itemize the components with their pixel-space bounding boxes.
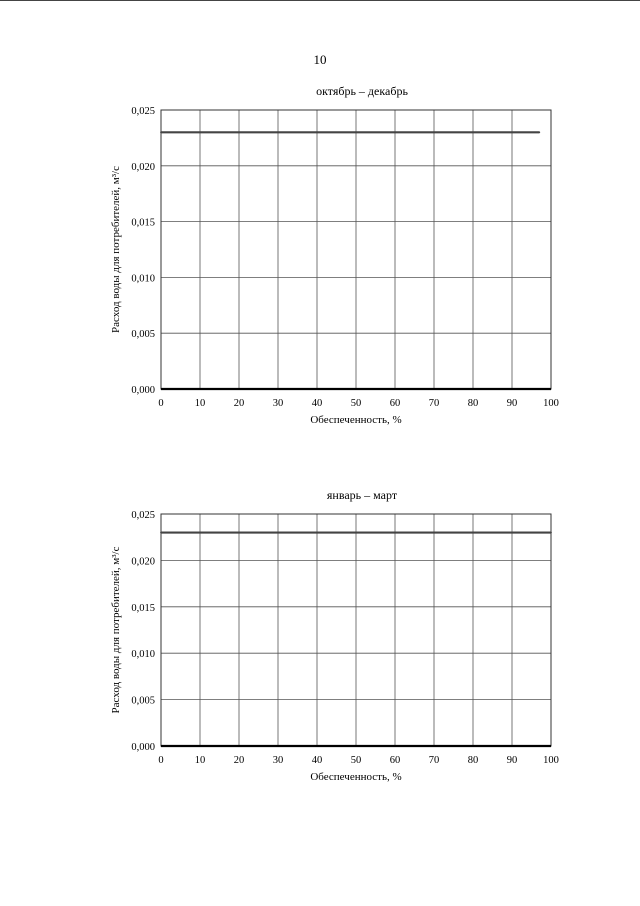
data-point bbox=[199, 532, 201, 534]
data-point bbox=[472, 532, 474, 534]
chart-title: январь – март bbox=[326, 488, 398, 502]
data-point bbox=[433, 532, 435, 534]
y-axis-label: Расход воды для потребителей, м³/с bbox=[110, 166, 122, 333]
y-tick-label: 0,020 bbox=[131, 556, 155, 568]
y-tick-label: 0,000 bbox=[131, 385, 155, 396]
y-tick-label: 0,020 bbox=[131, 161, 155, 173]
data-point bbox=[511, 532, 513, 534]
data-point bbox=[550, 532, 552, 534]
page-number: 10 bbox=[313, 52, 327, 67]
y-tick-label: 0,010 bbox=[131, 273, 155, 285]
y-tick-label: 0,015 bbox=[131, 602, 155, 614]
x-tick-label: 70 bbox=[428, 398, 440, 409]
x-tick-label: 10 bbox=[194, 398, 206, 409]
x-tick-label: 90 bbox=[506, 755, 518, 766]
y-tick-label: 0,005 bbox=[131, 695, 155, 707]
x-tick-label: 70 bbox=[428, 755, 440, 766]
x-tick-label: 50 bbox=[350, 755, 362, 766]
y-tick-label: 0,000 bbox=[131, 742, 155, 753]
x-tick-label: 90 bbox=[506, 398, 518, 409]
x-axis-label: Обеспеченность, % bbox=[310, 414, 402, 426]
data-point bbox=[238, 532, 240, 534]
chart-title: октябрь – декабрь bbox=[316, 84, 408, 98]
y-tick-label: 0,025 bbox=[131, 510, 155, 521]
y-axis-label: Расход воды для потребителей, м³/с bbox=[110, 546, 122, 714]
x-tick-label: 10 bbox=[194, 755, 206, 766]
x-tick-label: 50 bbox=[350, 398, 362, 409]
x-tick-label: 0 bbox=[158, 755, 164, 766]
x-tick-label: 80 bbox=[467, 398, 479, 409]
y-tick-label: 0,015 bbox=[131, 217, 155, 229]
x-tick-label: 60 bbox=[389, 398, 401, 409]
x-tick-label: 100 bbox=[543, 755, 559, 766]
x-tick-label: 20 bbox=[233, 398, 245, 409]
y-tick-label: 0,005 bbox=[131, 329, 155, 341]
y-tick-label: 0,025 bbox=[131, 106, 155, 117]
data-point bbox=[355, 532, 357, 534]
x-tick-label: 30 bbox=[272, 398, 284, 409]
data-point bbox=[160, 532, 162, 534]
x-axis-label: Обеспеченность, % bbox=[310, 771, 402, 783]
y-tick-label: 0,010 bbox=[131, 649, 155, 661]
x-tick-label: 40 bbox=[311, 398, 323, 409]
data-point bbox=[316, 532, 318, 534]
x-tick-label: 80 bbox=[467, 755, 479, 766]
x-tick-label: 20 bbox=[233, 755, 245, 766]
data-point bbox=[277, 532, 279, 534]
x-tick-label: 40 bbox=[311, 755, 323, 766]
data-point bbox=[394, 532, 396, 534]
x-tick-label: 30 bbox=[272, 755, 284, 766]
x-tick-label: 60 bbox=[389, 755, 401, 766]
x-tick-label: 0 bbox=[158, 398, 164, 409]
x-tick-label: 100 bbox=[543, 398, 559, 409]
